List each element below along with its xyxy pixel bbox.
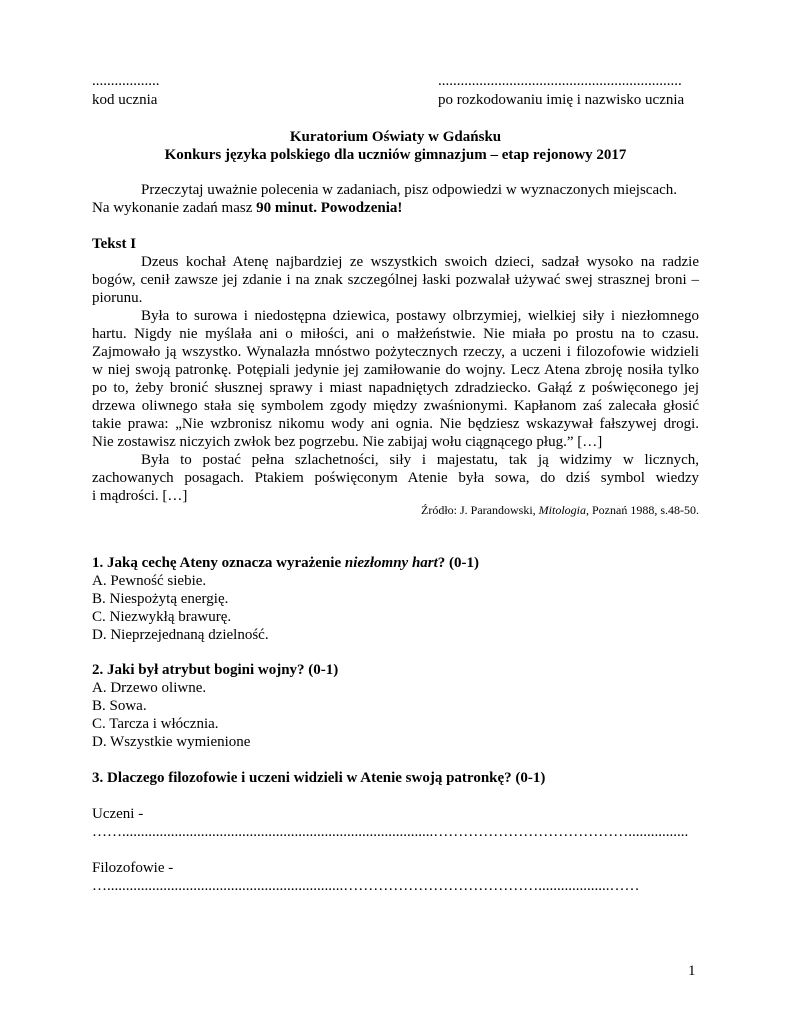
text-line: Była to surowa i niedostępna dziewica, postawy olbrzymiej, wielkiej siły i niezłomnego xyxy=(141,308,699,324)
text-source xyxy=(421,501,699,519)
text-line: Była to postać pełna szlachetności, siły i majestatu, tak ją widzimy w licznych, xyxy=(141,452,699,468)
question-1-option-d[interactable]: D. Nieprzejednaną dzielność. xyxy=(92,627,269,643)
question-1-option-a[interactable]: A. Pewność siebie. xyxy=(92,573,207,589)
text-line: drzewa oliwnego stała się symbolem zgody między zwaśnionymi. Kapłanom zaś zalecała głosić xyxy=(92,398,699,414)
student-name-dots: ................................................................. xyxy=(438,73,682,89)
title-competition: Konkurs języka polskiego dla uczniów gimnazjum – etap rejonowy 2017 xyxy=(164,147,627,163)
text-line: Dzeus kochał Atenę najbardziej ze wszystkich swoich dzieci, sadzał wysoko na radzie xyxy=(141,254,699,270)
text-line: bogów, cenił zawsze jej zdanie i na znak szczególnej łaski pozwalał używać swej strasznej broni – xyxy=(92,272,699,288)
question-2-option-d[interactable]: D. Wszystkie wymienione xyxy=(92,734,251,750)
text-line: Nie zostawisz niczyich zwłok bez pogrzebu. Nie zabijaj wołu ciągnącego pług.” […] xyxy=(92,434,603,450)
page-number: 1 xyxy=(688,963,696,979)
source-title: Mitologia xyxy=(538,503,586,517)
question-1-phrase: niezłomny hart xyxy=(344,555,438,571)
text-line: piorunu. xyxy=(92,290,143,306)
question-2-option-b[interactable]: B. Sowa. xyxy=(92,698,147,714)
answer-philosophers-label: Filozofowie - xyxy=(92,860,174,876)
title-curator: Kuratorium Oświaty w Gdańsku xyxy=(289,129,502,145)
text-line: takie prawa: „Nie wzbronisz nikomu wody ani ognia. Nie będziesz wskazywał fałszywej drogi. xyxy=(92,416,699,432)
instructions-line-2 xyxy=(92,199,402,217)
question-1-option-b[interactable]: B. Niespożytą energię. xyxy=(92,591,229,607)
question-2: 2. Jaki był atrybut bogini wojny? (0-1) xyxy=(92,662,339,678)
question-2-option-a[interactable]: A. Drzewo oliwne. xyxy=(92,680,207,696)
question-3: 3. Dlaczego filozofowie i uczeni widzieli w Atenie swoją patronkę? (0-1) xyxy=(92,770,546,786)
text-heading: Tekst I xyxy=(92,236,137,252)
question-2-option-c[interactable]: C. Tarcza i włócznia. xyxy=(92,716,219,732)
text-line: Zajmowało ją wszystko. Wynalazła mnóstwo pożytecznych rzeczy, a uczeni i filozofowie widzieli xyxy=(92,344,699,360)
answer-students-line[interactable]: ……...................................................................................…………………………………................ xyxy=(92,824,689,840)
text-line: po to, żeby bronić słusznej sprawy i miast napadniętych zdradziecko. Gałąź z poświęconego jej xyxy=(92,380,699,396)
question-1-option-c[interactable]: C. Niezwykłą brawurę. xyxy=(92,609,232,625)
text-line: hartu. Nigdy nie myślała ani o miłości, ani o małżeństwie. Nie miała po prostu na to czasu. xyxy=(92,326,699,342)
question-1-suffix: ? (0-1) xyxy=(437,555,480,571)
answer-philosophers-line[interactable]: …...............................................................…………………………………...................…… xyxy=(92,878,640,894)
instructions-time-bold: 90 minut. Powodzenia! xyxy=(256,200,403,216)
text-line: w niej swoją patronkę. Potępiali jedynie jej zamiłowanie do wojny. Lecz Atena zbroję nosiła tylko xyxy=(92,362,699,378)
text-line: zachowanych posagach. Ptakiem poświęconym Atenie była sowa, do dziś symbol wiedzy xyxy=(92,470,699,486)
instructions-time-prefix: Na wykonanie zadań masz xyxy=(92,200,257,216)
student-code-dots: .................. xyxy=(92,73,160,89)
student-name-label: po rozkodowaniu imię i nazwisko ucznia xyxy=(438,92,685,108)
student-code-label: kod ucznia xyxy=(92,92,158,108)
text-line: i mądrości. […] xyxy=(92,488,188,504)
instructions-line-1: Przeczytaj uważnie polecenia w zadaniach, pisz odpowiedzi w wyznaczonych miejscach. xyxy=(141,182,678,198)
source-suffix: , Poznań 1988, s.48-50. xyxy=(586,503,699,517)
question-1-prefix: 1. Jaką cechę Ateny oznacza wyrażenie xyxy=(92,555,345,571)
question-1 xyxy=(92,554,479,572)
answer-students-label: Uczeni - xyxy=(92,806,144,822)
source-prefix: Źródło: J. Parandowski, xyxy=(421,503,539,517)
